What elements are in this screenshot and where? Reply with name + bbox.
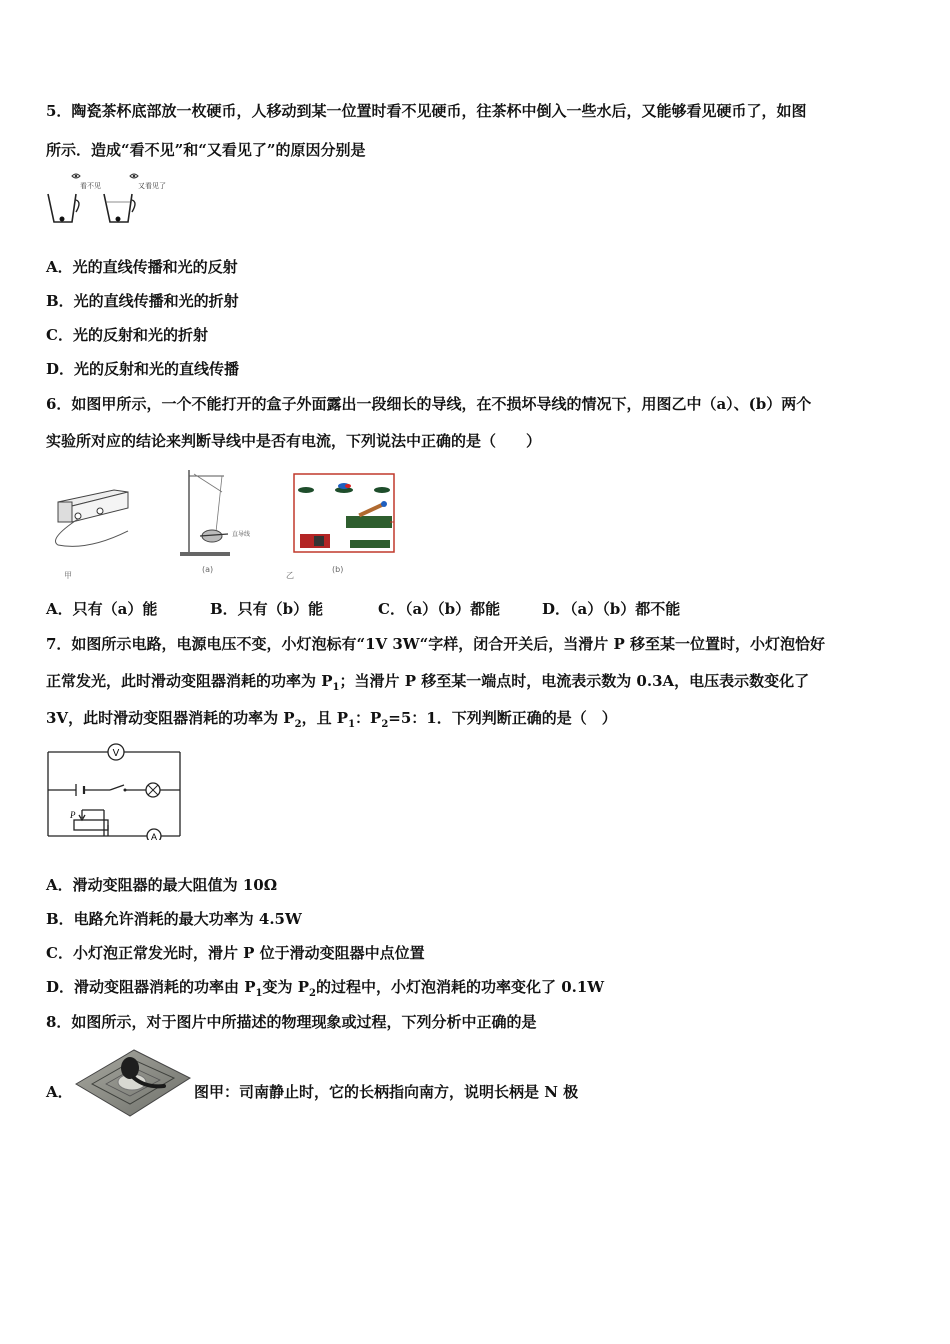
q5-label-right: 又看见了 — [138, 182, 166, 190]
ammeter-label: A — [150, 832, 158, 840]
caption-yi: 乙 — [286, 571, 294, 580]
circuit-apparatus — [294, 474, 394, 552]
q6-figure — [44, 462, 404, 584]
q5-option-a: A．光的直线传播和光的反射 — [46, 258, 238, 276]
q7-stem-line1: 7．如图所示电路，电源电压不变，小灯泡标有“1V 3W“字样，闭合开关后，当滑片 P 移至某一位置时，小灯泡恰好 — [46, 635, 826, 653]
q7-stem-line2: 正常发光，此时滑动变阻器消耗的功率为 $P_1$；当滑片 P 移至某一端点时，电流表示数为 0.3A，电压表示数变化了 — [46, 672, 810, 693]
q6-option-d: D．（a）（b）都不能 — [542, 600, 681, 618]
q6-option-c: C．（a）（b）都能 — [378, 600, 501, 618]
coin-right — [116, 217, 121, 222]
coin-left — [60, 217, 65, 222]
q7-option-c: C．小灯泡正常发光时，滑片 P 位于滑动变阻器中点位置 — [46, 944, 425, 962]
q8-option-a-text: 图甲：司南静止时，它的长柄指向南方，说明长柄是 N 极 — [194, 1083, 579, 1101]
q6-stem-line1: 6．如图甲所示，一个不能打开的盒子外面露出一段细长的导线，在不损坏导线的情况下，用图乙中（a）、(b）两个 — [46, 395, 812, 413]
caption-jia: 甲 — [64, 571, 72, 580]
q5-teacup-figure — [44, 170, 174, 228]
lamp-icon — [146, 783, 160, 797]
slider-label: P — [70, 810, 76, 820]
q7-stem-line3: 3V，此时滑动变阻器消耗的功率为 $P_2$，且 $P_1$：$P_2=5$：1．下列判断正确的是（ ） — [46, 709, 617, 730]
caption-b: (b) — [332, 565, 344, 574]
stand-apparatus — [180, 470, 230, 556]
sinan-compass-image — [72, 1044, 192, 1120]
q6-options-row — [46, 599, 680, 619]
q5-option-b: B．光的直线传播和光的折射 — [46, 292, 239, 310]
q5-stem-line2: 所示．造成“看不见”和“又看见了”的原因分别是 — [46, 141, 366, 159]
q7-option-b: B．电路允许消耗的最大功率为 4.5W — [46, 910, 302, 928]
q5-option-d: D．光的反射和光的直线传播 — [46, 360, 240, 378]
voltmeter-label: V — [112, 748, 120, 759]
q6-stem-line2: 实验所对应的结论来判断导线中是否有电流，下列说法中正确的是（ ） — [46, 432, 542, 450]
q6-option-b: B．只有（b）能 — [210, 600, 324, 618]
q5-option-c: C．光的反射和光的折射 — [46, 326, 208, 344]
caption-a: (a) — [202, 565, 214, 574]
eye-icon — [72, 174, 80, 178]
q5-label-left: 看不见 — [80, 182, 101, 190]
q5-stem-line1: 5．陶瓷茶杯底部放一枚硬币，人移动到某一位置时看不见硬币，往茶杯中倒入一些水后，又能够看见硬币了，如图 — [46, 102, 807, 120]
q7-circuit-diagram — [44, 740, 186, 840]
q8-stem: 8．如图所示，对于图片中所描述的物理现象或过程，下列分析中正确的是 — [46, 1013, 537, 1031]
eye-icon — [130, 174, 138, 178]
q6-option-a: A．只有（a）能 — [46, 600, 158, 618]
q8-option-a-prefix: A． — [46, 1083, 73, 1101]
box-with-wire — [56, 490, 129, 546]
wire-label: 直导线 — [232, 531, 251, 538]
q7-option-d: D．滑动变阻器消耗的功率由 $P_1$变为 $P_2$的过程中，小灯泡消耗的功率变化了 0.1W — [46, 978, 605, 999]
q7-option-a: A．滑动变阻器的最大阻值为 10Ω — [46, 876, 278, 894]
